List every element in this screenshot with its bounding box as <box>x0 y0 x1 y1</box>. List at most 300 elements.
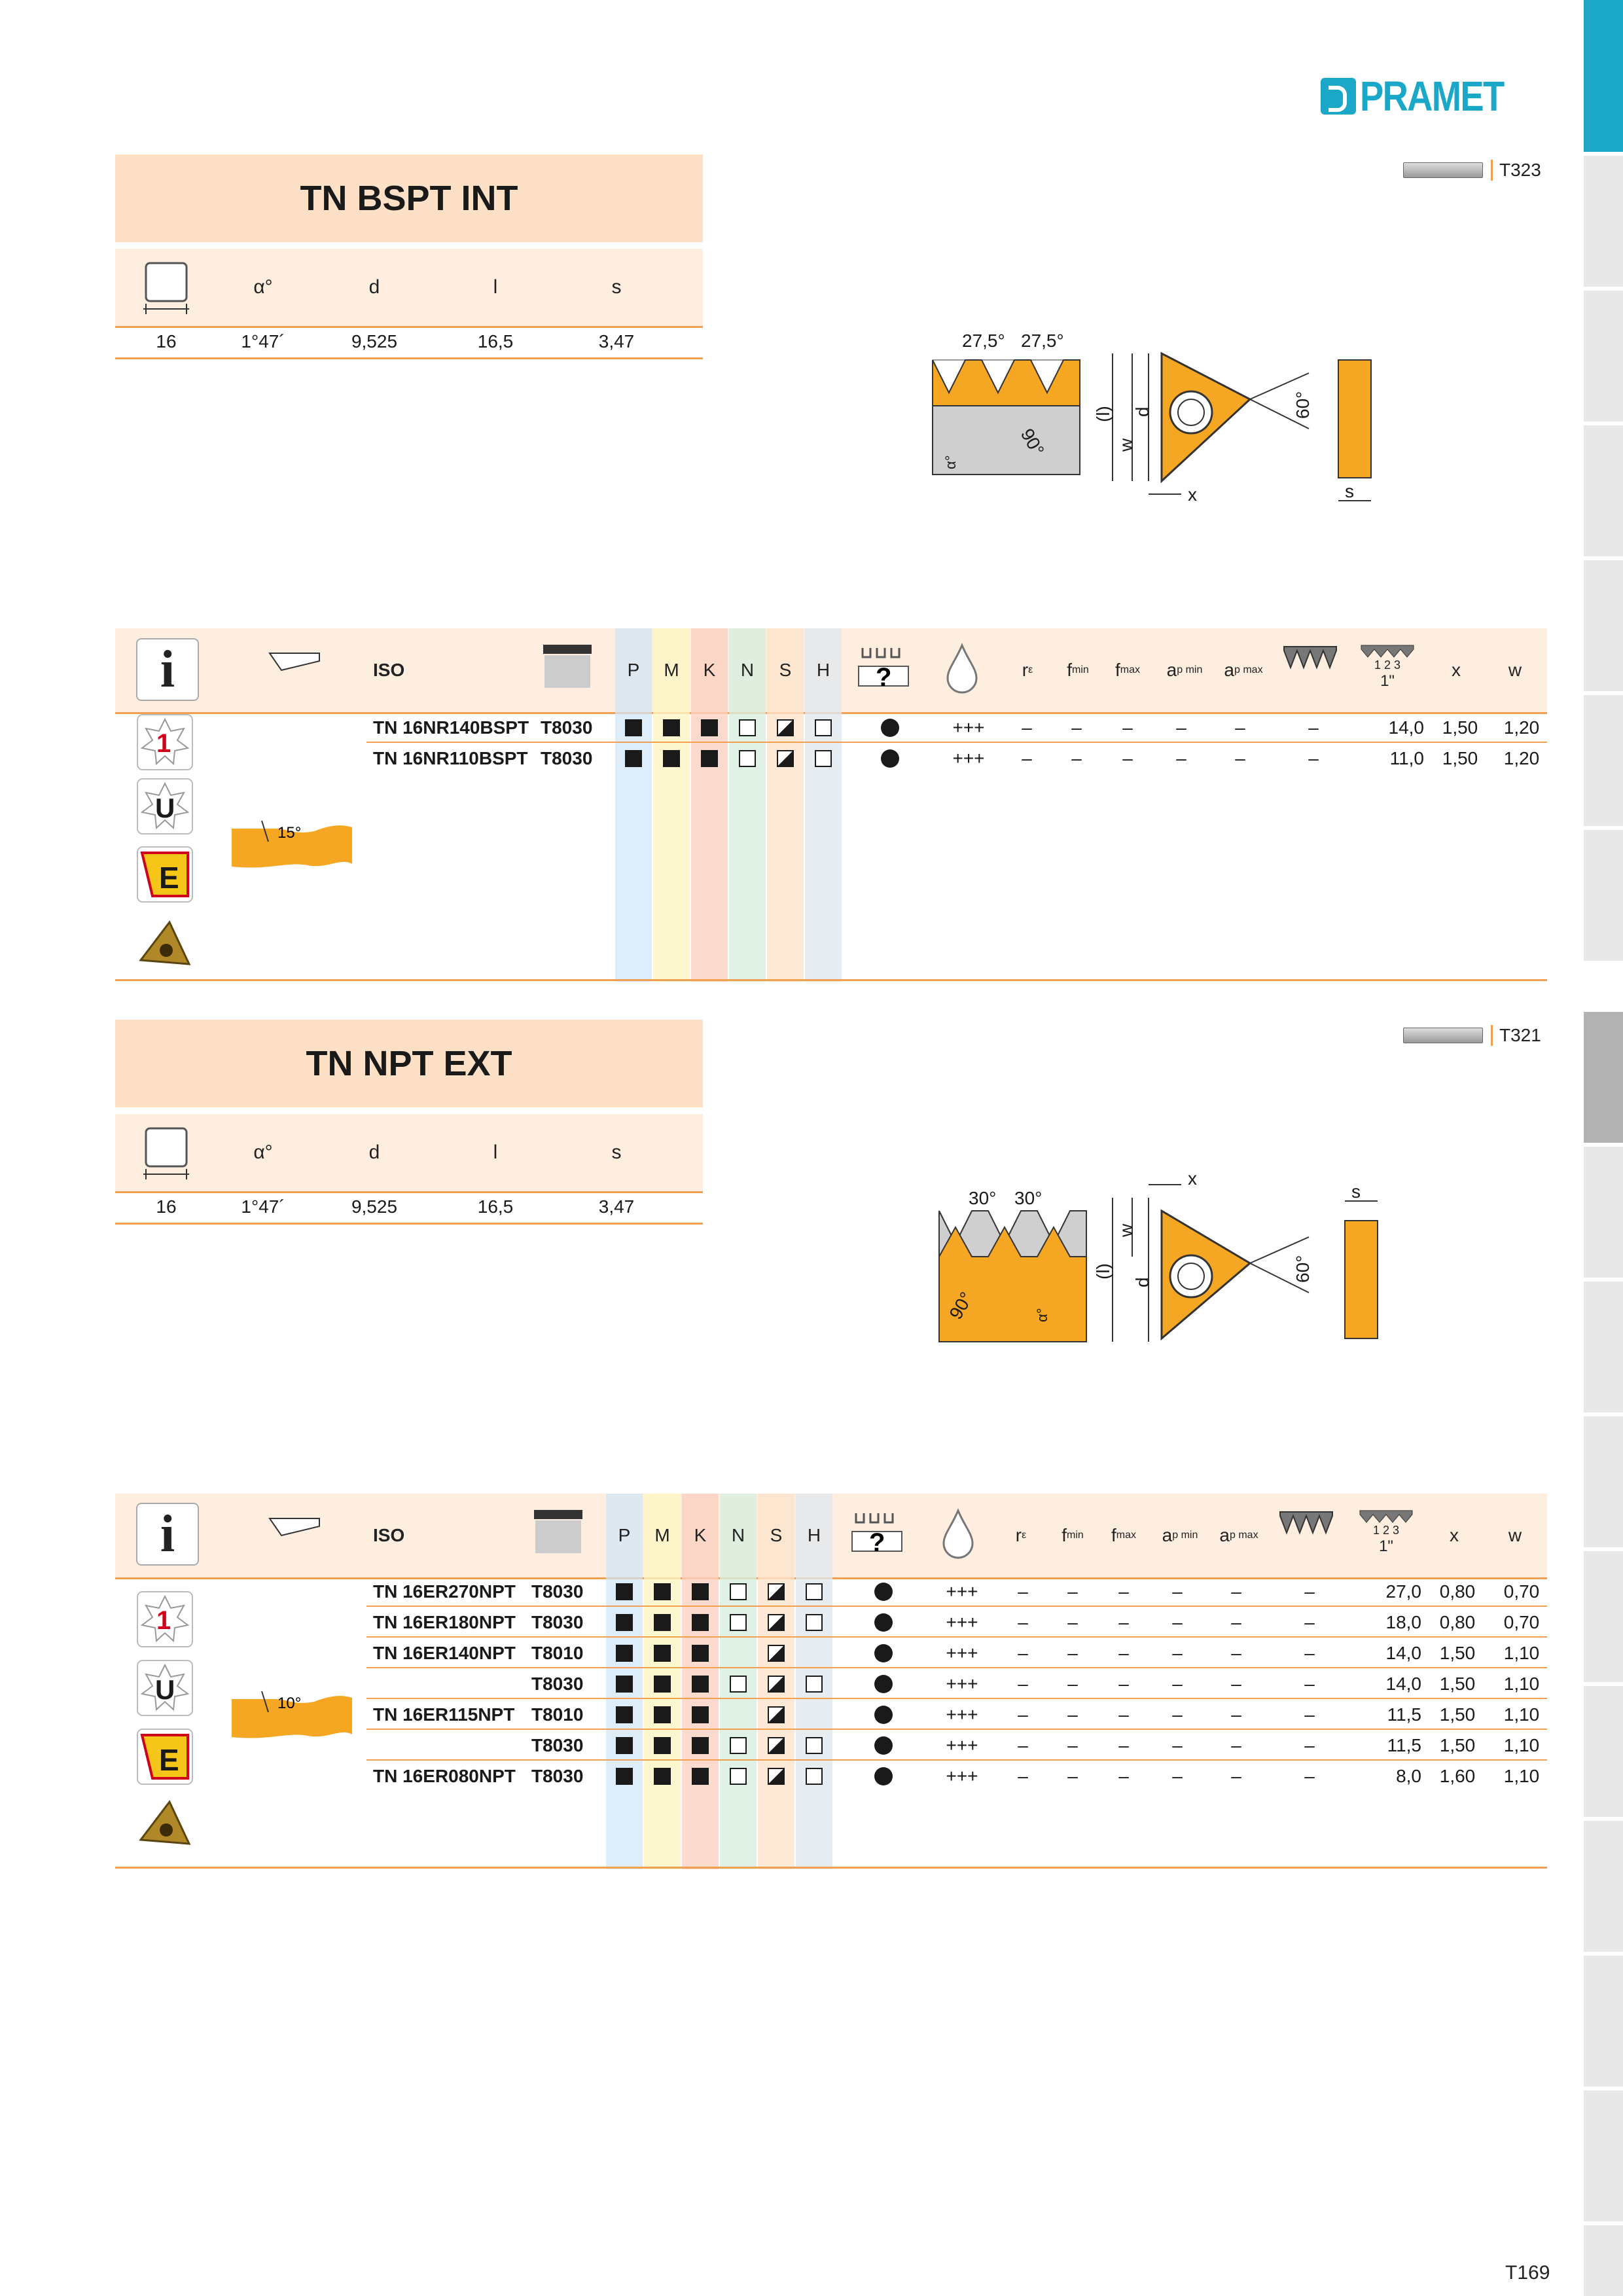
side-tab[interactable] <box>1584 2090 1623 2221</box>
header-apmin-sub: p min <box>1172 1530 1198 1541</box>
side-tab-current[interactable] <box>1584 1012 1623 1143</box>
page-number: T169 <box>1505 2262 1550 2284</box>
tpi-bottom-text: 1" <box>1379 1537 1393 1555</box>
info-icon[interactable]: i <box>136 1503 199 1566</box>
side-tab[interactable] <box>1584 560 1623 691</box>
header-apmax-text: a <box>1219 1525 1230 1545</box>
cell-P-suitability <box>606 1638 643 1668</box>
header-S: S <box>770 1525 783 1545</box>
suitability-full-icon <box>654 1676 671 1693</box>
header-fmax <box>1105 655 1150 686</box>
cutting-profile-image <box>229 818 355 874</box>
cell-iso <box>373 1730 530 1761</box>
filled-circle-icon <box>874 1736 893 1755</box>
cell-tpi: 14,0 <box>1385 1673 1421 1694</box>
profile-angle-text: 10° <box>277 1695 302 1712</box>
cell-re: – <box>1018 1765 1028 1786</box>
cell-P-suitability <box>615 712 652 743</box>
suitability-full-icon <box>692 1583 709 1600</box>
dim-l: 16,5 <box>477 331 514 351</box>
cell-x: 1,50 <box>1442 717 1478 738</box>
side-tab[interactable] <box>1584 2225 1623 2296</box>
cell-fmax: – <box>1118 1673 1129 1694</box>
cell-K-suitability <box>682 1607 719 1638</box>
header-fmax-sub: max <box>1116 1530 1136 1541</box>
table-bottom-line <box>115 979 1547 981</box>
separator <box>1491 160 1493 181</box>
holder-reference[interactable] <box>1403 160 1541 181</box>
cell-S-suitability <box>767 743 804 774</box>
side-tab[interactable] <box>1584 1147 1623 1278</box>
side-tab[interactable] <box>1584 830 1623 961</box>
cell-apmax: – <box>1231 1765 1241 1786</box>
cell-H-suitability <box>805 743 842 774</box>
cell-fmax: – <box>1118 1765 1129 1786</box>
cell-apmin: – <box>1172 1642 1183 1663</box>
header-fmax-text: f <box>1115 660 1120 680</box>
cell-P-suitability <box>615 743 652 774</box>
diagram-d: d <box>1132 1277 1152 1287</box>
cell-thr: – <box>1304 1704 1315 1725</box>
cell-grade: T8030 <box>531 1765 584 1786</box>
cell-fmin: – <box>1067 1734 1078 1755</box>
cutting-condition-icon <box>851 1505 903 1558</box>
diagram-s: s <box>1345 481 1354 501</box>
cell-N-suitability <box>720 1576 757 1607</box>
dimension-header <box>115 1114 703 1193</box>
diagram-w: w <box>1116 438 1136 452</box>
cell-plus: +++ <box>952 747 985 768</box>
suitability-full-icon <box>616 1676 633 1693</box>
header-apmin-text: a <box>1162 1525 1173 1545</box>
header-apmin-sub: p min <box>1177 664 1203 675</box>
tpi-bottom-text: 1" <box>1380 672 1395 690</box>
cell-M-suitability <box>644 1730 681 1761</box>
side-tab-active-chapter[interactable] <box>1584 0 1623 152</box>
header-apmax <box>1209 1520 1268 1551</box>
cell-coolant <box>870 1761 897 1791</box>
cell-fmax: – <box>1122 747 1133 768</box>
cell-thr: – <box>1308 717 1319 738</box>
cell-iso: TN 16ER180NPT <box>373 1611 516 1632</box>
suitability-full-icon <box>692 1706 709 1723</box>
side-tab[interactable] <box>1584 1686 1623 1817</box>
header-N: N <box>731 1525 745 1545</box>
suitability-empty-icon <box>739 750 756 767</box>
cell-N-suitability <box>720 1638 757 1668</box>
cell-apmin: – <box>1176 717 1186 738</box>
suitability-full-icon <box>663 750 680 767</box>
suitability-full-icon <box>616 1583 633 1600</box>
cell-apmin: – <box>1172 1611 1183 1632</box>
filled-circle-icon <box>874 1767 893 1785</box>
cell-apmin: – <box>1172 1734 1183 1755</box>
header-apmax-sub: p max <box>1230 1530 1258 1541</box>
cell-tpi: 8,0 <box>1396 1765 1421 1786</box>
cell-P-suitability <box>606 1730 643 1761</box>
insert-photo-icon <box>136 914 194 971</box>
header-re-text: r <box>1015 1525 1022 1545</box>
cell-S-suitability <box>758 1668 794 1699</box>
cell-M-suitability <box>644 1699 681 1730</box>
cell-fmin: – <box>1071 717 1082 738</box>
header-apmax-sub: p max <box>1234 664 1263 675</box>
cell-N-suitability <box>720 1761 757 1791</box>
cell-w: 1,20 <box>1503 747 1540 768</box>
cell-fmin: – <box>1067 1581 1078 1602</box>
cell-fmin: – <box>1067 1673 1078 1694</box>
suitability-empty-icon <box>730 1676 747 1693</box>
cell-x: 1,50 <box>1439 1734 1476 1755</box>
cell-M-suitability <box>653 712 690 743</box>
suitability-half-icon <box>768 1645 785 1662</box>
side-tab[interactable] <box>1584 156 1623 287</box>
header-re <box>1014 655 1041 686</box>
holder-reference[interactable] <box>1403 1025 1541 1046</box>
cell-w: 1,10 <box>1503 1734 1540 1755</box>
suitability-full-icon <box>654 1706 671 1723</box>
dim-header-d: d <box>368 1141 380 1163</box>
cell-S-suitability <box>758 1638 794 1668</box>
cell-iso: TN 16ER080NPT <box>373 1765 516 1786</box>
suitability-empty-icon <box>806 1737 823 1754</box>
level-text: 1 <box>156 1606 171 1635</box>
cell-K-suitability <box>682 1699 719 1730</box>
separator <box>1491 1025 1493 1046</box>
tpi-top-text: 1 2 3 <box>1374 658 1401 672</box>
suitability-full-icon <box>692 1768 709 1785</box>
cell-re: – <box>1018 1704 1028 1725</box>
cell-K-suitability <box>682 1638 719 1668</box>
section-title: TN BSPT INT <box>300 179 518 218</box>
cell-re: – <box>1022 717 1032 738</box>
suitability-empty-icon <box>739 719 756 736</box>
cell-M-suitability <box>653 743 690 774</box>
thread-profile-icon <box>1279 1507 1334 1546</box>
header-iso: ISO <box>373 1525 405 1545</box>
suitability-empty-icon <box>806 1583 823 1600</box>
brand-logo <box>1321 73 1529 119</box>
cell-w: 1,10 <box>1503 1673 1540 1694</box>
cell-S-suitability <box>758 1699 794 1730</box>
cell-fmin: – <box>1067 1642 1078 1663</box>
suitability-half-icon <box>777 750 794 767</box>
cell-fmin: – <box>1067 1704 1078 1725</box>
dimension-row <box>115 326 703 359</box>
diagram-angle-60: 60° <box>1293 391 1313 419</box>
diagram-d: d <box>1132 406 1152 417</box>
suitability-empty-icon <box>806 1676 823 1693</box>
suitability-half-icon <box>768 1706 785 1723</box>
filled-circle-icon <box>874 1583 893 1601</box>
suitability-half-icon <box>768 1614 785 1631</box>
side-tab[interactable] <box>1584 1416 1623 1547</box>
cell-plus: +++ <box>946 1734 978 1755</box>
cell-fmax: – <box>1118 1734 1129 1755</box>
cell-K-suitability <box>691 712 728 743</box>
header-re-sub: ε <box>1028 664 1033 675</box>
cell-iso: TN 16NR140BSPT <box>373 717 529 738</box>
side-tab[interactable] <box>1584 1282 1623 1412</box>
cell-tpi: 11,0 <box>1389 747 1424 768</box>
cell-x: 1,50 <box>1439 1673 1476 1694</box>
header-fmin-sub: min <box>1067 1530 1084 1541</box>
suitability-full-icon <box>654 1768 671 1785</box>
thread-insert-diagram <box>923 321 1394 511</box>
cell-K-suitability <box>682 1761 719 1791</box>
svg-text:?: ? <box>876 663 892 692</box>
cell-M-suitability <box>644 1576 681 1607</box>
grade-icon <box>534 1510 582 1556</box>
cell-tpi: 11,5 <box>1387 1734 1421 1755</box>
side-tab[interactable] <box>1584 425 1623 556</box>
cell-coolant <box>870 1730 897 1761</box>
cell-fmin: – <box>1067 1611 1078 1632</box>
cell-fmax: – <box>1118 1642 1129 1663</box>
diagram-angle-90: 90° <box>1016 425 1048 459</box>
cell-K-suitability <box>682 1668 719 1699</box>
svg-text:?: ? <box>869 1528 885 1557</box>
cell-apmax: – <box>1235 717 1245 738</box>
suitability-full-icon <box>616 1706 633 1723</box>
cell-apmax: – <box>1231 1734 1241 1755</box>
cell-P-suitability <box>606 1607 643 1638</box>
cell-apmin: – <box>1172 1673 1183 1694</box>
cell-re: – <box>1018 1673 1028 1694</box>
header-M: M <box>664 660 679 680</box>
side-tab[interactable] <box>1584 695 1623 826</box>
cell-S-suitability <box>758 1576 794 1607</box>
cell-thr: – <box>1308 747 1319 768</box>
level-text: 1 <box>156 729 171 758</box>
dim-header-d: d <box>368 276 380 298</box>
cell-iso: TN 16NR110BSPT <box>373 747 528 768</box>
coolant-drop-icon <box>942 641 982 694</box>
cell-coolant <box>870 1607 897 1638</box>
cell-grade: T8030 <box>531 1673 584 1694</box>
e-text: E <box>159 1743 179 1777</box>
cell-H-suitability <box>796 1638 832 1668</box>
cell-thr: – <box>1304 1765 1315 1786</box>
table-bottom-line <box>115 1867 1547 1869</box>
cell-fmax: – <box>1118 1581 1129 1602</box>
u-text: U <box>155 1674 175 1705</box>
cell-fmax: – <box>1118 1704 1129 1725</box>
cell-x: 0,80 <box>1439 1581 1476 1602</box>
cell-grade: T8030 <box>541 717 593 738</box>
header-fmin-text: f <box>1061 1525 1067 1545</box>
section-title: TN NPT EXT <box>306 1044 512 1083</box>
cell-fmax: – <box>1122 717 1133 738</box>
cell-plus: +++ <box>946 1673 978 1694</box>
cell-H-suitability <box>796 1576 832 1607</box>
suitability-empty-icon <box>730 1737 747 1754</box>
cell-grade: T8030 <box>531 1734 584 1755</box>
suitability-full-icon <box>616 1768 633 1785</box>
header-fmin-text: f <box>1067 660 1072 680</box>
tool-profile-icon <box>268 648 321 674</box>
cell-K-suitability <box>682 1576 719 1607</box>
side-tab[interactable] <box>1584 1956 1623 2087</box>
economy-e-icon <box>136 1728 194 1785</box>
cell-plus: +++ <box>946 1611 978 1632</box>
cell-re: – <box>1018 1642 1028 1663</box>
cell-w: 0,70 <box>1503 1581 1540 1602</box>
cell-tpi: 11,5 <box>1387 1704 1421 1725</box>
cell-re: – <box>1022 747 1032 768</box>
cell-grade: T8030 <box>531 1581 584 1602</box>
header-iso: ISO <box>373 660 405 680</box>
header-S: S <box>779 660 792 680</box>
suitability-full-icon <box>625 750 642 767</box>
grade-icon <box>543 645 592 691</box>
diagram-angle-90: 90° <box>945 1288 977 1323</box>
cell-S-suitability <box>758 1730 794 1761</box>
cell-apmax: – <box>1231 1611 1241 1632</box>
section-title-box <box>115 1020 703 1107</box>
suitability-empty-icon <box>806 1614 823 1631</box>
suitability-full-icon <box>654 1583 671 1600</box>
cell-coolant <box>870 1668 897 1699</box>
cell-w: 1,10 <box>1503 1642 1540 1663</box>
cell-N-suitability <box>720 1730 757 1761</box>
insert-size-icon <box>115 249 217 326</box>
cell-apmin: – <box>1172 1704 1183 1725</box>
cell-re: – <box>1018 1734 1028 1755</box>
cell-plus: +++ <box>946 1765 978 1786</box>
cell-x: 1,50 <box>1442 747 1478 768</box>
side-tab[interactable] <box>1584 1551 1623 1682</box>
cell-plus: +++ <box>946 1642 978 1663</box>
cell-coolant <box>870 1699 897 1730</box>
cell-w: 1,10 <box>1503 1704 1540 1725</box>
cell-thr: – <box>1304 1581 1315 1602</box>
cell-coolant <box>877 712 903 743</box>
cell-fmin: – <box>1067 1765 1078 1786</box>
cell-x: 1,50 <box>1439 1642 1476 1663</box>
cell-iso: TN 16ER115NPT <box>373 1704 515 1725</box>
suitability-empty-icon <box>806 1768 823 1785</box>
header-re-text: r <box>1022 660 1029 680</box>
cell-coolant <box>870 1638 897 1668</box>
filled-circle-icon <box>881 749 899 768</box>
side-tab[interactable] <box>1584 1821 1623 1952</box>
cell-fmax: – <box>1118 1611 1129 1632</box>
cell-S-suitability <box>767 712 804 743</box>
info-icon[interactable]: i <box>136 638 199 701</box>
cell-N-suitability <box>729 712 766 743</box>
coolant-drop-icon <box>938 1507 978 1559</box>
cell-fmin: – <box>1071 747 1082 768</box>
cutting-profile-image <box>229 1689 355 1745</box>
tpi-icon <box>1359 1505 1414 1558</box>
e-text: E <box>159 861 179 895</box>
dim-l: 16,5 <box>477 1196 514 1217</box>
diagram-l: (l) <box>1093 406 1113 422</box>
cell-re: – <box>1018 1581 1028 1602</box>
diagram-x: x <box>1188 484 1197 505</box>
dim-alpha: 1°47´ <box>241 331 285 351</box>
header-K: K <box>703 660 716 680</box>
suitability-full-icon <box>616 1737 633 1754</box>
diagram-angle-left: 30° <box>969 1188 997 1208</box>
cell-S-suitability <box>758 1607 794 1638</box>
cell-tpi: 14,0 <box>1388 717 1424 738</box>
cell-apmin: – <box>1172 1581 1183 1602</box>
suitability-half-icon <box>777 719 794 736</box>
cell-H-suitability <box>796 1607 832 1638</box>
insert-size-icon <box>115 1114 217 1191</box>
cell-grade: T8030 <box>541 747 593 768</box>
suitability-full-icon <box>616 1614 633 1631</box>
cell-H-suitability <box>805 712 842 743</box>
header-fmax <box>1101 1520 1147 1551</box>
suitability-half-icon <box>768 1737 785 1754</box>
cell-P-suitability <box>606 1576 643 1607</box>
cell-N-suitability <box>720 1668 757 1699</box>
cutting-condition-icon <box>857 640 910 692</box>
dim-header-l: l <box>493 1141 498 1163</box>
cell-H-suitability <box>796 1668 832 1699</box>
diagram-angle-right: 30° <box>1014 1188 1043 1208</box>
cell-tpi: 14,0 <box>1385 1642 1421 1663</box>
cell-iso <box>373 1668 530 1699</box>
filled-circle-icon <box>874 1706 893 1724</box>
tpi-top-text: 1 2 3 <box>1372 1523 1400 1537</box>
dim-s: 3,47 <box>598 331 635 351</box>
cell-x: 1,60 <box>1439 1765 1476 1786</box>
universal-u-icon <box>136 778 194 835</box>
header-M: M <box>654 1525 670 1545</box>
suitability-half-icon <box>768 1768 785 1785</box>
cell-M-suitability <box>644 1761 681 1791</box>
cell-tpi: 18,0 <box>1385 1611 1421 1632</box>
diagram-angle-left: 27,5° <box>962 331 1005 351</box>
cell-P-suitability <box>606 1761 643 1791</box>
filled-circle-icon <box>881 719 899 737</box>
filled-circle-icon <box>874 1644 893 1662</box>
cell-re: – <box>1018 1611 1028 1632</box>
cell-apmax: – <box>1231 1642 1241 1663</box>
suitability-full-icon <box>616 1645 633 1662</box>
cell-M-suitability <box>644 1607 681 1638</box>
cell-M-suitability <box>644 1638 681 1668</box>
diagram-angle-60: 60° <box>1293 1255 1313 1283</box>
header-apmax <box>1214 655 1273 686</box>
grade-level-1-icon <box>136 1590 194 1648</box>
header-fmin-sub: min <box>1072 664 1089 675</box>
suitability-full-icon <box>692 1676 709 1693</box>
header-apmax-text: a <box>1224 660 1234 680</box>
header-K: K <box>694 1525 707 1545</box>
side-tab[interactable] <box>1584 291 1623 422</box>
cell-grade: T8030 <box>531 1611 584 1632</box>
cell-H-suitability <box>796 1699 832 1730</box>
profile-angle-text: 15° <box>277 824 302 842</box>
cell-K-suitability <box>682 1730 719 1761</box>
header-P: P <box>627 660 640 680</box>
toolholder-icon <box>1403 1028 1483 1043</box>
suitability-full-icon <box>692 1614 709 1631</box>
u-text: U <box>155 793 175 823</box>
insert-photo-icon <box>136 1793 194 1851</box>
cell-H-suitability <box>796 1761 832 1791</box>
dim-header-s: s <box>611 1141 622 1163</box>
header-re <box>1008 1520 1034 1551</box>
dim-header-alpha: α° <box>253 276 273 298</box>
cell-H-suitability <box>796 1730 832 1761</box>
header-H: H <box>816 660 830 680</box>
